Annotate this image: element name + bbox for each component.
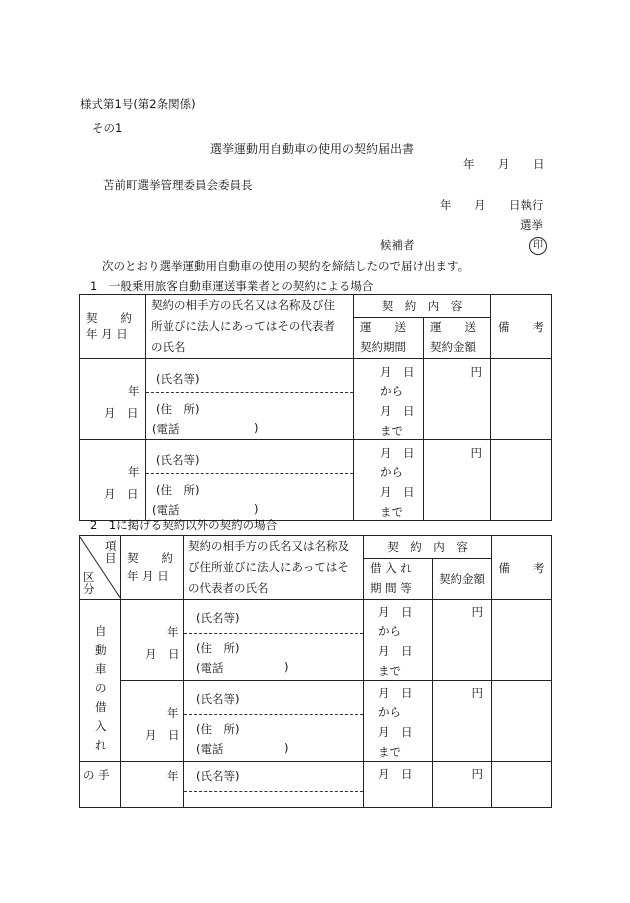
s2-header-contract: 契 約 内 容 [364, 536, 492, 559]
s1-header-remarks: 備 考 [491, 295, 552, 359]
s1-r1-remarks [491, 359, 552, 440]
table-row [80, 440, 552, 521]
s1-r1-date: 年 月 日 [80, 359, 146, 440]
date-year: 年 [463, 157, 475, 171]
s1-header-period: 運 送 契約期間 [354, 317, 424, 358]
s1-header-contract: 契 約 内 容 [354, 295, 491, 318]
table-row [80, 762, 552, 808]
s2-r1-date: 年 月 日 [121, 600, 184, 681]
s2-r1-party: (氏名等) (住 所) (電話 ) [184, 600, 364, 681]
s2-r3-party: (氏名等) [184, 762, 364, 808]
dotted-divider [146, 392, 353, 393]
s2-header-remarks: 備 考 [492, 536, 552, 600]
s2-r3-remarks [492, 762, 552, 808]
s2-r3-amount: 円 [433, 762, 492, 808]
s2-header-party: 契約の相手方の氏名又は名称及 び住所並びに法人にあってはそ の代表者の氏名 [184, 536, 364, 600]
section2-heading: 2 1に掲げる契約以外の契約の場合 [90, 518, 278, 532]
dotted-divider [184, 633, 363, 634]
s2-header-date: 契 約 年 月 日 [121, 536, 184, 600]
s1-r2-period: 月 日 から 月 日 まで [354, 440, 424, 521]
table-row [80, 359, 552, 440]
s2-r2-date: 年 月 日 [121, 681, 184, 762]
s1-r2-remarks [491, 440, 552, 521]
s2-r1-period: 月 日 から 月 日 まで [364, 600, 433, 681]
s2-header-item-kubun: 項目 区分 [80, 536, 121, 600]
s2-group2-label: の 手 [80, 762, 121, 808]
intro-text: 次のとおり選挙運動用自動車の使用の契約を締結したので届け出ます。 [102, 259, 470, 273]
s2-r3-period: 月 日 [364, 762, 433, 808]
s1-r2-amount: 円 [424, 440, 491, 521]
s2-header-period: 借 入 れ 期 間 等 [364, 558, 433, 599]
exec-year: 年 [440, 198, 452, 212]
s1-r2-party: (氏名等) (住 所) (電話 ) [146, 440, 354, 521]
s1-r2-date: 年 月 日 [80, 440, 146, 521]
exec-day: 日執行 [509, 198, 544, 212]
section2-table [79, 535, 552, 808]
section1-table [79, 294, 552, 521]
s2-r2-party: (氏名等) (住 所) (電話 ) [184, 681, 364, 762]
section1-heading: 1 一般乗用旅客自動車運送事業者との契約による場合 [90, 279, 374, 293]
s2-r2-remarks [492, 681, 552, 762]
candidate-label: 候補者 [380, 238, 415, 252]
s1-r1-period: 月 日 から 月 日 まで [354, 359, 424, 440]
s1-header-party: 契約の相手方の氏名又は名称及び住 所並びに法人にあってはその代表者 の氏名 [146, 295, 354, 359]
seal-mark: 印 [529, 237, 547, 255]
document-title: 選挙運動用自動車の使用の契約届出書 [210, 142, 415, 156]
addressee: 苫前町選挙管理委員会委員長 [103, 178, 253, 192]
s2-r2-period: 月 日 から 月 日 まで [364, 681, 433, 762]
s2-group-label: 自 動 車 の 借 入 れ [80, 600, 121, 762]
election-label: 選挙 [520, 218, 543, 232]
s2-r1-amount: 円 [433, 600, 492, 681]
form-number: 様式第1号(第2条関係) [80, 97, 196, 111]
dotted-divider [184, 791, 363, 792]
dotted-divider [184, 714, 363, 715]
s1-r1-amount: 円 [424, 359, 491, 440]
s2-r3-date: 年 [121, 762, 184, 808]
part-label: その1 [92, 121, 123, 135]
s2-r1-remarks [492, 600, 552, 681]
date-day: 日 [533, 157, 545, 171]
table-row [80, 600, 552, 681]
s1-r1-party: (氏名等) (住 所) (電話 ) [146, 359, 354, 440]
date-month: 月 [498, 157, 510, 171]
table-row [80, 681, 552, 762]
s2-r2-amount: 円 [433, 681, 492, 762]
dotted-divider [146, 473, 353, 474]
s2-header-amount: 契約金額 [433, 558, 492, 599]
s1-header-amount: 運 送 契約金額 [424, 317, 491, 358]
exec-month: 月 [474, 198, 486, 212]
s1-header-date: 契 約 年 月 日 [80, 295, 146, 359]
